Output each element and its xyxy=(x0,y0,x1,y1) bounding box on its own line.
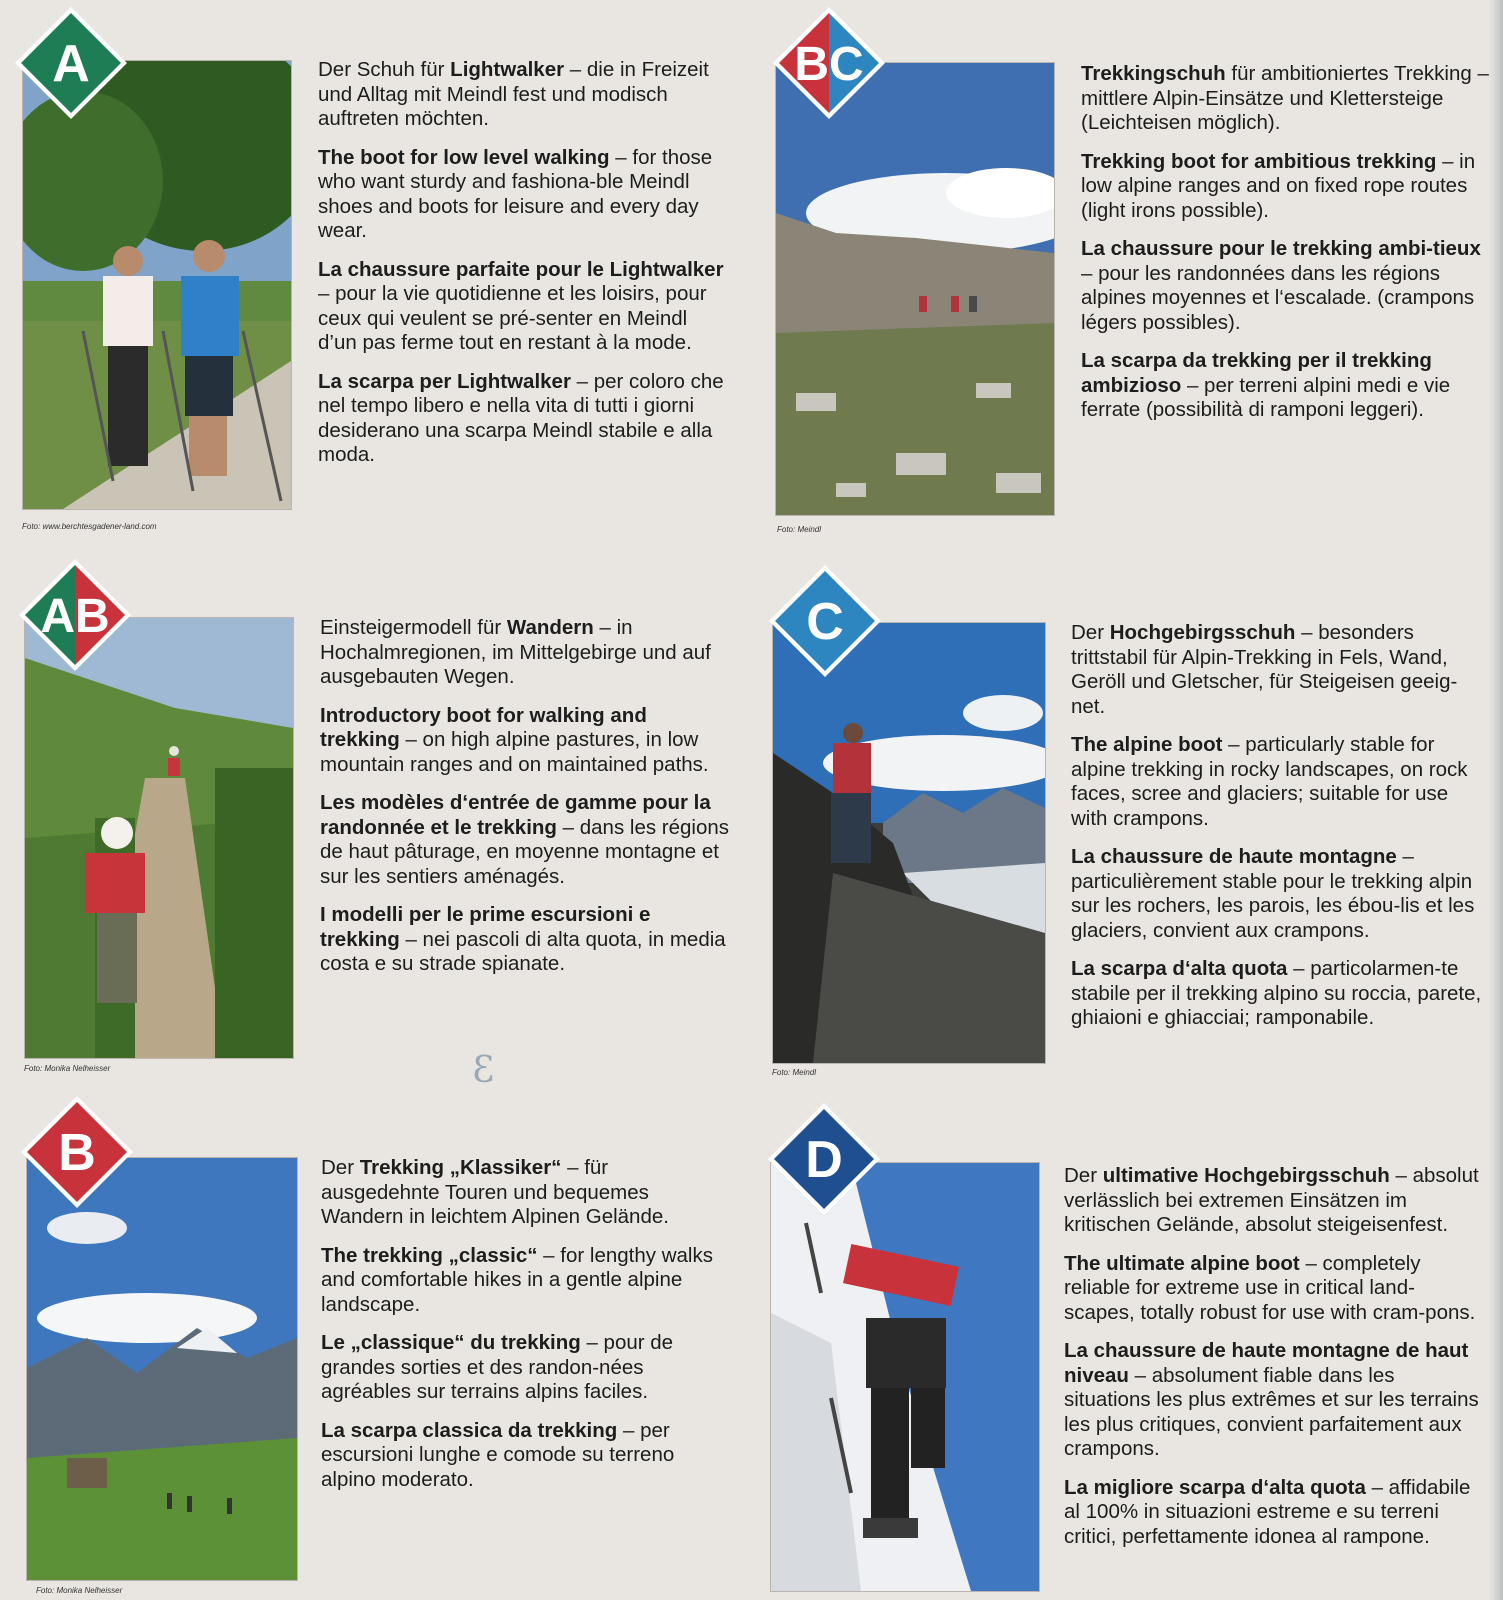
text-en: The boot for low level walking – for those who want sturdy and fashiona-ble Meindl shoes and boots for leisure and every day wear. xyxy=(318,145,713,242)
description-d xyxy=(1064,1164,1484,1563)
badge-label: A xyxy=(52,35,90,93)
text-en: The alpine boot – particularly stable for alpine trekking in rocky landscapes, on rock faces, scree and glaciers; suitable for use with crampons. xyxy=(1071,733,1468,830)
right-edge-shadow xyxy=(1489,0,1503,1600)
badge-c xyxy=(766,562,884,680)
text-de: Der Trekking „Klassiker“ – für ausgedehnte Touren und bequemes Wandern in leichtem Alpinen Gelände. xyxy=(321,1156,669,1228)
text-it: La scarpa classica da trekking – per escursioni lunghe e comode su terreno alpino moderato. xyxy=(321,1418,675,1491)
text-de: Der ultimative Hochgebirgsschuh – absolut verlässlich bei extremen Einsätzen im kritischen Gelände, absolut steigeisenfest. xyxy=(1064,1164,1479,1236)
text-fr: Le „classique“ du trekking – pour de grandes sorties et des randon-nées agréables sur terrains alpins faciles. xyxy=(321,1331,674,1403)
photo-ice-climber xyxy=(770,1162,1040,1592)
text-en: Trekking boot for ambitious trekking – in low alpine ranges and on fixed rope routes (light irons possible). xyxy=(1081,149,1476,222)
photo-hikers-forest xyxy=(22,60,292,510)
text-it: La scarpa da trekking per il trekking ambizioso – per terreni alpini medi e vie ferrate (possibilità di ramponi leggeri). xyxy=(1081,349,1451,421)
text-fr: Les modèles d‘entrée de gamme pour la randonnée et le trekking – dans les régions de haut pâturage, en moyenne montagne et sur les sentiers aménagés. xyxy=(320,791,730,888)
text-de: Einsteigermodell für Wandern – in Hochalmregionen, im Mittelgebirge und auf ausgebauten Wegen. xyxy=(320,616,711,688)
photo-credit: Foto: Monika Nelheisser xyxy=(36,1586,123,1595)
text-en: The ultimate alpine boot – completely reliable for extreme use in critical land-scapes, totally robust for use with cram-pons. xyxy=(1064,1251,1476,1324)
badge-b xyxy=(18,1093,136,1211)
text-fr: La chaussure de haute montagne – particulièrement stable pour le trekking alpin sur les rochers, les parois, les ébou-lis et les glaciers, convient aux crampons. xyxy=(1071,845,1475,942)
description-c xyxy=(1071,621,1485,1045)
description-ab xyxy=(320,616,730,991)
badge-bc xyxy=(770,4,888,122)
photo-hikers-rocky-slope xyxy=(775,62,1055,516)
text-de: Der Schuh für Lightwalker – die in Freizeit und Alltag mit Meindl fest und modisch auftreten möchten. xyxy=(318,58,709,130)
badge-label: BC xyxy=(794,38,864,91)
badge-d xyxy=(765,1100,883,1218)
stray-mark: 3 xyxy=(472,1050,495,1091)
photo-credit: Foto: www.berchtesgadener-land.com xyxy=(22,522,157,531)
text-de: Der Hochgebirgsschuh – besonders trittstabil für Alpin-Trekking in Fels, Wand, Geröll und Gletscher, für Steigeisen geeig-net. xyxy=(1071,621,1458,718)
badge-label: B xyxy=(58,1124,96,1182)
photo-credit: Foto: Meindl xyxy=(772,1068,817,1077)
text-en: Introductory boot for walking and trekking – on high alpine pastures, in low mountain ranges and on maintained paths. xyxy=(320,703,709,776)
text-it: I modelli per le prime escursioni e trekking – nei pascoli di alta quota, in media costa e su strade spianate. xyxy=(320,903,726,975)
text-it: La migliore scarpa d‘alta quota – affidabile al 100% in situazioni estreme e su terreni critici, perfettamente idonea al rampone. xyxy=(1064,1475,1471,1548)
badge-a xyxy=(12,4,130,122)
description-b xyxy=(321,1156,731,1506)
text-it: La scarpa per Lightwalker – per coloro che nel tempo libero e nella vita di tutti i giorni desiderano una scarpa Meindl stabile e alla moda. xyxy=(318,369,724,466)
text-fr: La chaussure pour le trekking ambi-tieux – pour les randonnées dans les régions alpines moyennes et l‘escalade. (crampons légers possibles). xyxy=(1081,237,1481,334)
photo-child-trail xyxy=(24,617,294,1059)
text-de: Trekkingschuh für ambitioniertes Trekking – mittlere Alpin-Einsätze und Klettersteige (Leichteisen möglich). xyxy=(1081,62,1489,134)
text-fr: La chaussure parfaite pour le Lightwalker – pour la vie quotidienne et les loisirs, pour ceux qui veulent se pré-senter en Meindl d’un pas ferme tout en restant à la mode. xyxy=(318,257,724,354)
badge-label: AB xyxy=(40,590,110,643)
photo-climber-rocks xyxy=(772,622,1046,1064)
description-a xyxy=(318,58,728,482)
photo-credit: Foto: Meindl xyxy=(777,525,822,534)
photo-alpine-meadow xyxy=(26,1157,298,1581)
text-en: The trekking „classic“ – for lengthy walks and comfortable hikes in a gentle alpine landscape. xyxy=(321,1243,713,1316)
badge-label: D xyxy=(805,1131,843,1189)
badge-ab xyxy=(16,556,134,674)
badge-label: C xyxy=(806,593,844,651)
photo-credit: Foto: Monika Nelheisser xyxy=(24,1064,111,1073)
description-bc xyxy=(1081,62,1491,437)
text-fr: La chaussure de haute montagne de haut niveau – absolument fiable dans les situations les plus extrêmes et sur les terrains les plus critiques, convient parfaitement aux crampons. xyxy=(1064,1339,1479,1460)
text-it: La scarpa d‘alta quota – particolarmen-te stabile per il trekking alpino su roccia, parete, ghiaioni e ghiacciai; ramponabile. xyxy=(1071,957,1482,1029)
